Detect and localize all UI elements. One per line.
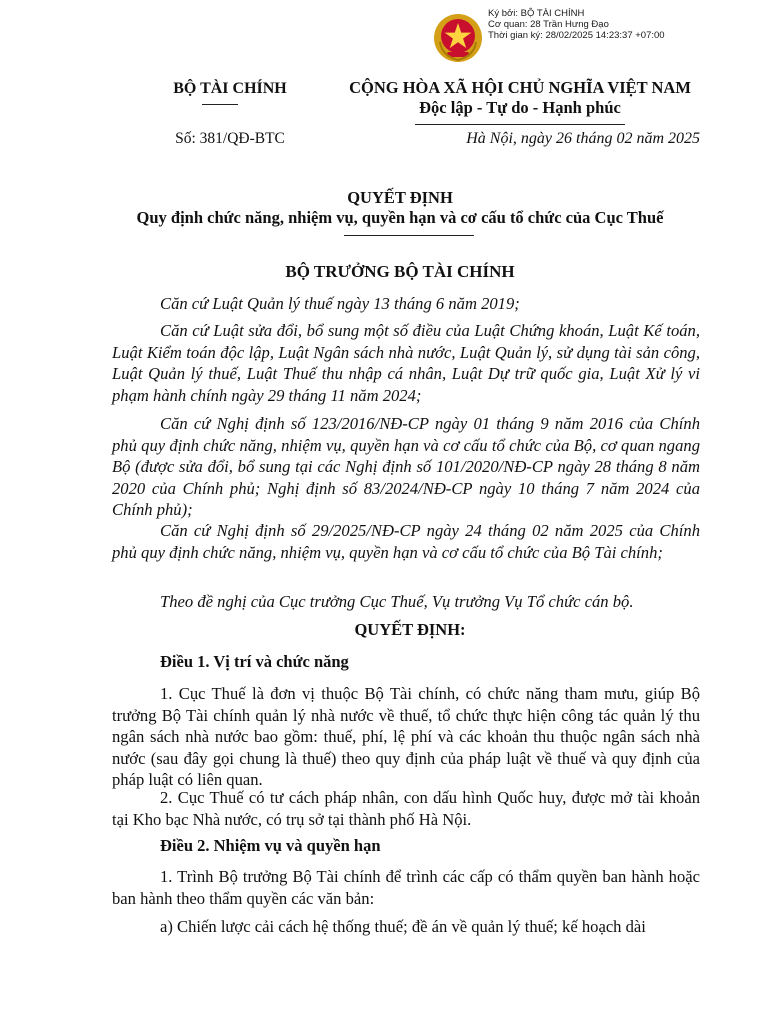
signature-agency: Cơ quan: 28 Trần Hưng Đạo <box>488 19 609 30</box>
national-emblem-icon <box>432 12 484 64</box>
article-2-paragraph: 1. Trình Bộ trưởng Bộ Tài chính để trình các cấp có thẩm quyền ban hành hoặc ban hành theo thẩm quyền các văn bản: <box>112 867 700 908</box>
document-number: Số: 381/QĐ-BTC <box>175 130 285 147</box>
document-subject: Quy định chức năng, nhiệm vụ, quyền hạn và cơ cấu tổ chức của Cục Thuế <box>136 208 664 227</box>
issuer-title: BỘ TRƯỞNG BỘ TÀI CHÍNH <box>285 262 515 281</box>
preamble-paragraph: Căn cứ Luật Quản lý thuế ngày 13 tháng 6 năm 2019; <box>160 294 520 313</box>
preamble-paragraph: Căn cứ Luật sửa đổi, bổ sung một số điều của Luật Chứng khoán, Luật Kế toán, Luật Kiểm toán độc lập, Luật Ngân sách nhà nước, Luật Quản lý, sử dụng tài sản công, Luật Quản lý thuế, Luật Thuế thu nhập cá nhân, Luật Dự trữ quốc gia, Luật Xử lý vi phạm hành chính ngày 29 tháng 11 năm 2024; <box>112 321 700 405</box>
signature-signer: Ký bởi: BỘ TÀI CHÍNH <box>488 8 585 19</box>
place-date: Hà Nội, ngày 26 tháng 02 năm 2025 <box>466 130 700 147</box>
document-title <box>100 188 700 228</box>
title-underline <box>344 235 474 236</box>
agency-underline <box>202 104 238 105</box>
motto-underline <box>415 124 625 125</box>
article-1-heading: Điều 1. Vị trí và chức năng <box>160 652 349 671</box>
article-2-paragraph: a) Chiến lược cải cách hệ thống thuế; đề án về quản lý thuế; kế hoạch dài <box>160 917 646 936</box>
national-motto: Độc lập - Tự do - Hạnh phúc <box>419 98 621 117</box>
preamble-paragraph: Theo đề nghị của Cục trưởng Cục Thuế, Vụ trưởng Vụ Tổ chức cán bộ. <box>160 592 634 611</box>
article-1-paragraph: 1. Cục Thuế là đơn vị thuộc Bộ Tài chính, có chức năng tham mưu, giúp Bộ trưởng Bộ Tài chính quản lý nhà nước về thuế, tổ chức thực hiện công tác quản lý thu ngân sách nhà nước bao gồm: thuế, phí, lệ phí và các khoản thu thuộc ngân sách nhà nước (sau đây gọi chung là thuế) theo quy định của pháp luật về thuế và quy định của pháp luật có liên quan. <box>112 684 700 790</box>
preamble-paragraph: Căn cứ Nghị định số 123/2016/NĐ-CP ngày 01 tháng 9 năm 2016 của Chính phủ quy định chức năng, nhiệm vụ, quyền hạn và cơ cấu tổ chức của Bộ, cơ quan ngang Bộ (được sửa đổi, bổ sung tại các Nghị định số 101/2020/NĐ-CP ngày 28 tháng 8 năm 2020 của Chính phủ; Nghị định số 83/2024/NĐ-CP ngày 10 tháng 7 năm 2024 của Chính phủ); <box>112 414 700 520</box>
document-type: QUYẾT ĐỊNH <box>347 188 453 207</box>
signature-time: Thời gian ký: 28/02/2025 14:23:37 +07:00 <box>488 30 665 41</box>
nation-name: CỘNG HÒA XÃ HỘI CHỦ NGHĨA VIỆT NAM <box>349 78 691 97</box>
agency-name: BỘ TÀI CHÍNH <box>173 80 287 97</box>
national-title <box>330 78 710 118</box>
preamble-paragraph: Căn cứ Nghị định số 29/2025/NĐ-CP ngày 24 tháng 02 năm 2025 của Chính phủ quy định chức năng, nhiệm vụ, quyền hạn và cơ cấu tổ chức của Bộ Tài chính; <box>112 521 700 562</box>
decision-heading: QUYẾT ĐỊNH: <box>354 620 466 639</box>
article-2-heading: Điều 2. Nhiệm vụ và quyền hạn <box>160 836 381 855</box>
digital-signature-info <box>488 8 665 41</box>
article-1-paragraph: 2. Cục Thuế có tư cách pháp nhân, con dấu hình Quốc huy, được mở tài khoản tại Kho bạc Nhà nước, có trụ sở tại thành phố Hà Nội. <box>112 788 700 829</box>
